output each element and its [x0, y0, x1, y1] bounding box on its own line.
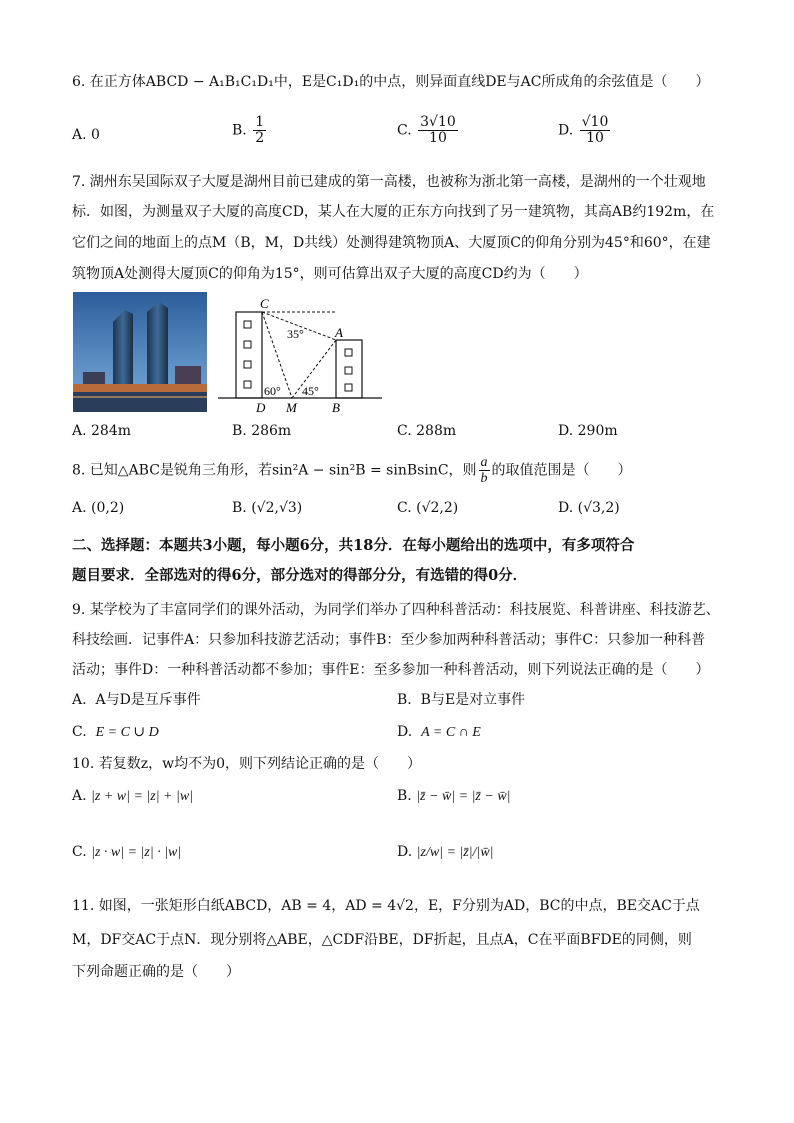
- q9-option-b[interactable]: B. B与E是对立事件: [397, 692, 526, 708]
- q6-d-fraction: $\frac{√10}{10}$: [581, 114, 609, 146]
- q10-option-d[interactable]: D. |z/w| = |z̄|/|w̄|: [397, 844, 494, 860]
- q8-a-over-b-fraction: $\frac{a}{b}$: [480, 455, 488, 486]
- q7-option-a[interactable]: A. 284m: [72, 423, 132, 439]
- label-C: C: [260, 296, 269, 311]
- question-11-line-1: 11. 如图，一张矩形白纸ABCD，AB = 4，AD = 4√2，E，F分别为AD，BC的中点，BE交AC于点: [72, 898, 700, 914]
- label-M: M: [286, 400, 297, 415]
- question-9-line-1: 9. 某学校为了丰富同学们的课外活动，为同学们举办了四种科普活动：科技展览、科普讲座、科技游艺、: [72, 602, 720, 618]
- q8-option-d[interactable]: D. (√3,2): [558, 500, 620, 516]
- label-angle-60: 60°: [264, 384, 281, 398]
- q9-option-d[interactable]: D. A = C ∩ E: [397, 724, 481, 740]
- q6-option-d[interactable]: D. $\frac{√10}{10}$: [558, 114, 609, 146]
- q6-b-fraction: $\frac{1}{2}$: [255, 114, 265, 146]
- question-6-stem: 6. 在正方体ABCD − A₁B₁C₁D₁中，E是C₁D₁的中点，则异面直线DE与AC所成角的余弦值是（ ）: [72, 74, 710, 90]
- question-8-stem: 8. 已知△ABC是锐角三角形，若sin²A − sin²B = sinBsinC，则 $\frac{a}{b}$ 的取值范围是（ ）: [72, 455, 632, 486]
- question-9-line-3: 活动；事件D：一种科普活动都不参加；事件E：至多参加一种科普活动，则下列说法正确的是（ ）: [72, 662, 710, 678]
- q10-option-b[interactable]: B. |z̄ − w̄| = |z̄ − w̄|: [397, 788, 511, 804]
- question-7-line-1: 7. 湖州东吴国际双子大厦是湖州目前已建成的第一高楼，也被称为浙北第一高楼，是湖州的一个壮观地: [72, 174, 706, 190]
- section-2-heading-line-2: 题目要求．全部选对的得6分，部分选对的得部分分，有选错的得0分．: [72, 567, 528, 584]
- q9-option-c[interactable]: C. E = C ∪ D: [72, 724, 159, 740]
- q6-option-b[interactable]: B. $\frac{1}{2}$: [232, 114, 265, 146]
- building-angle-diagram: [218, 296, 384, 416]
- section-2-heading-line-1: 二、选择题：本题共3小题，每小题6分，共18分．在每小题给出的选项中，有多项符合: [72, 537, 635, 554]
- question-11-line-3: 下列命题正确的是（ ）: [72, 964, 240, 980]
- q7-option-c[interactable]: C. 288m: [397, 423, 457, 439]
- label-D: D: [256, 400, 266, 415]
- q8-option-a[interactable]: A. (0,2): [72, 500, 125, 516]
- question-7-line-4: 筑物顶A处测得大厦顶C的仰角为15°，则可估算出双子大厦的高度CD约为（ ）: [72, 266, 588, 282]
- label-angle-45: 45°: [302, 384, 319, 398]
- q6-c-fraction: $\frac{3√10}{10}$: [420, 114, 456, 146]
- q10-option-a[interactable]: A. |z + w| = |z| + |w|: [72, 788, 194, 804]
- q7-option-d[interactable]: D. 290m: [558, 423, 618, 439]
- question-7-line-2: 标．如图，为测量双子大厦的高度CD，某人在大厦的正东方向找到了另一建筑物，其高AB约192m，在: [72, 204, 715, 220]
- label-angle-35: 35°: [287, 327, 304, 341]
- q10-option-c[interactable]: C. |z · w| = |z| · |w|: [72, 844, 182, 860]
- q9-option-a[interactable]: A. A与D是互斥事件: [72, 692, 201, 708]
- q8-option-b[interactable]: B. (√2,√3): [232, 500, 303, 516]
- q7-option-b[interactable]: B. 286m: [232, 423, 292, 439]
- twin-towers-photo: [73, 292, 207, 412]
- question-7-line-3: 它们之间的地面上的点M（B，M，D共线）处测得建筑物顶A、大厦顶C的仰角分别为45°和60°，在建: [72, 235, 711, 251]
- question-10-stem: 10. 若复数z，w均不为0，则下列结论正确的是（ ）: [72, 756, 421, 772]
- question-11-line-2: M，DF交AC于点N．现分别将△ABE，△CDF沿BE，DF折起，且点A，C在平面BFDE的同侧，则: [72, 932, 692, 948]
- label-B: B: [332, 400, 340, 415]
- question-9-line-2: 科技绘画．记事件A：只参加科技游艺活动；事件B：至少参加两种科普活动；事件C：只参加一种科普: [72, 632, 706, 648]
- label-A: A: [335, 325, 343, 340]
- q6-option-a[interactable]: A. 0: [72, 127, 100, 143]
- q8-option-c[interactable]: C. (√2,2): [397, 500, 459, 516]
- q6-option-c[interactable]: C. $\frac{3√10}{10}$: [397, 114, 456, 146]
